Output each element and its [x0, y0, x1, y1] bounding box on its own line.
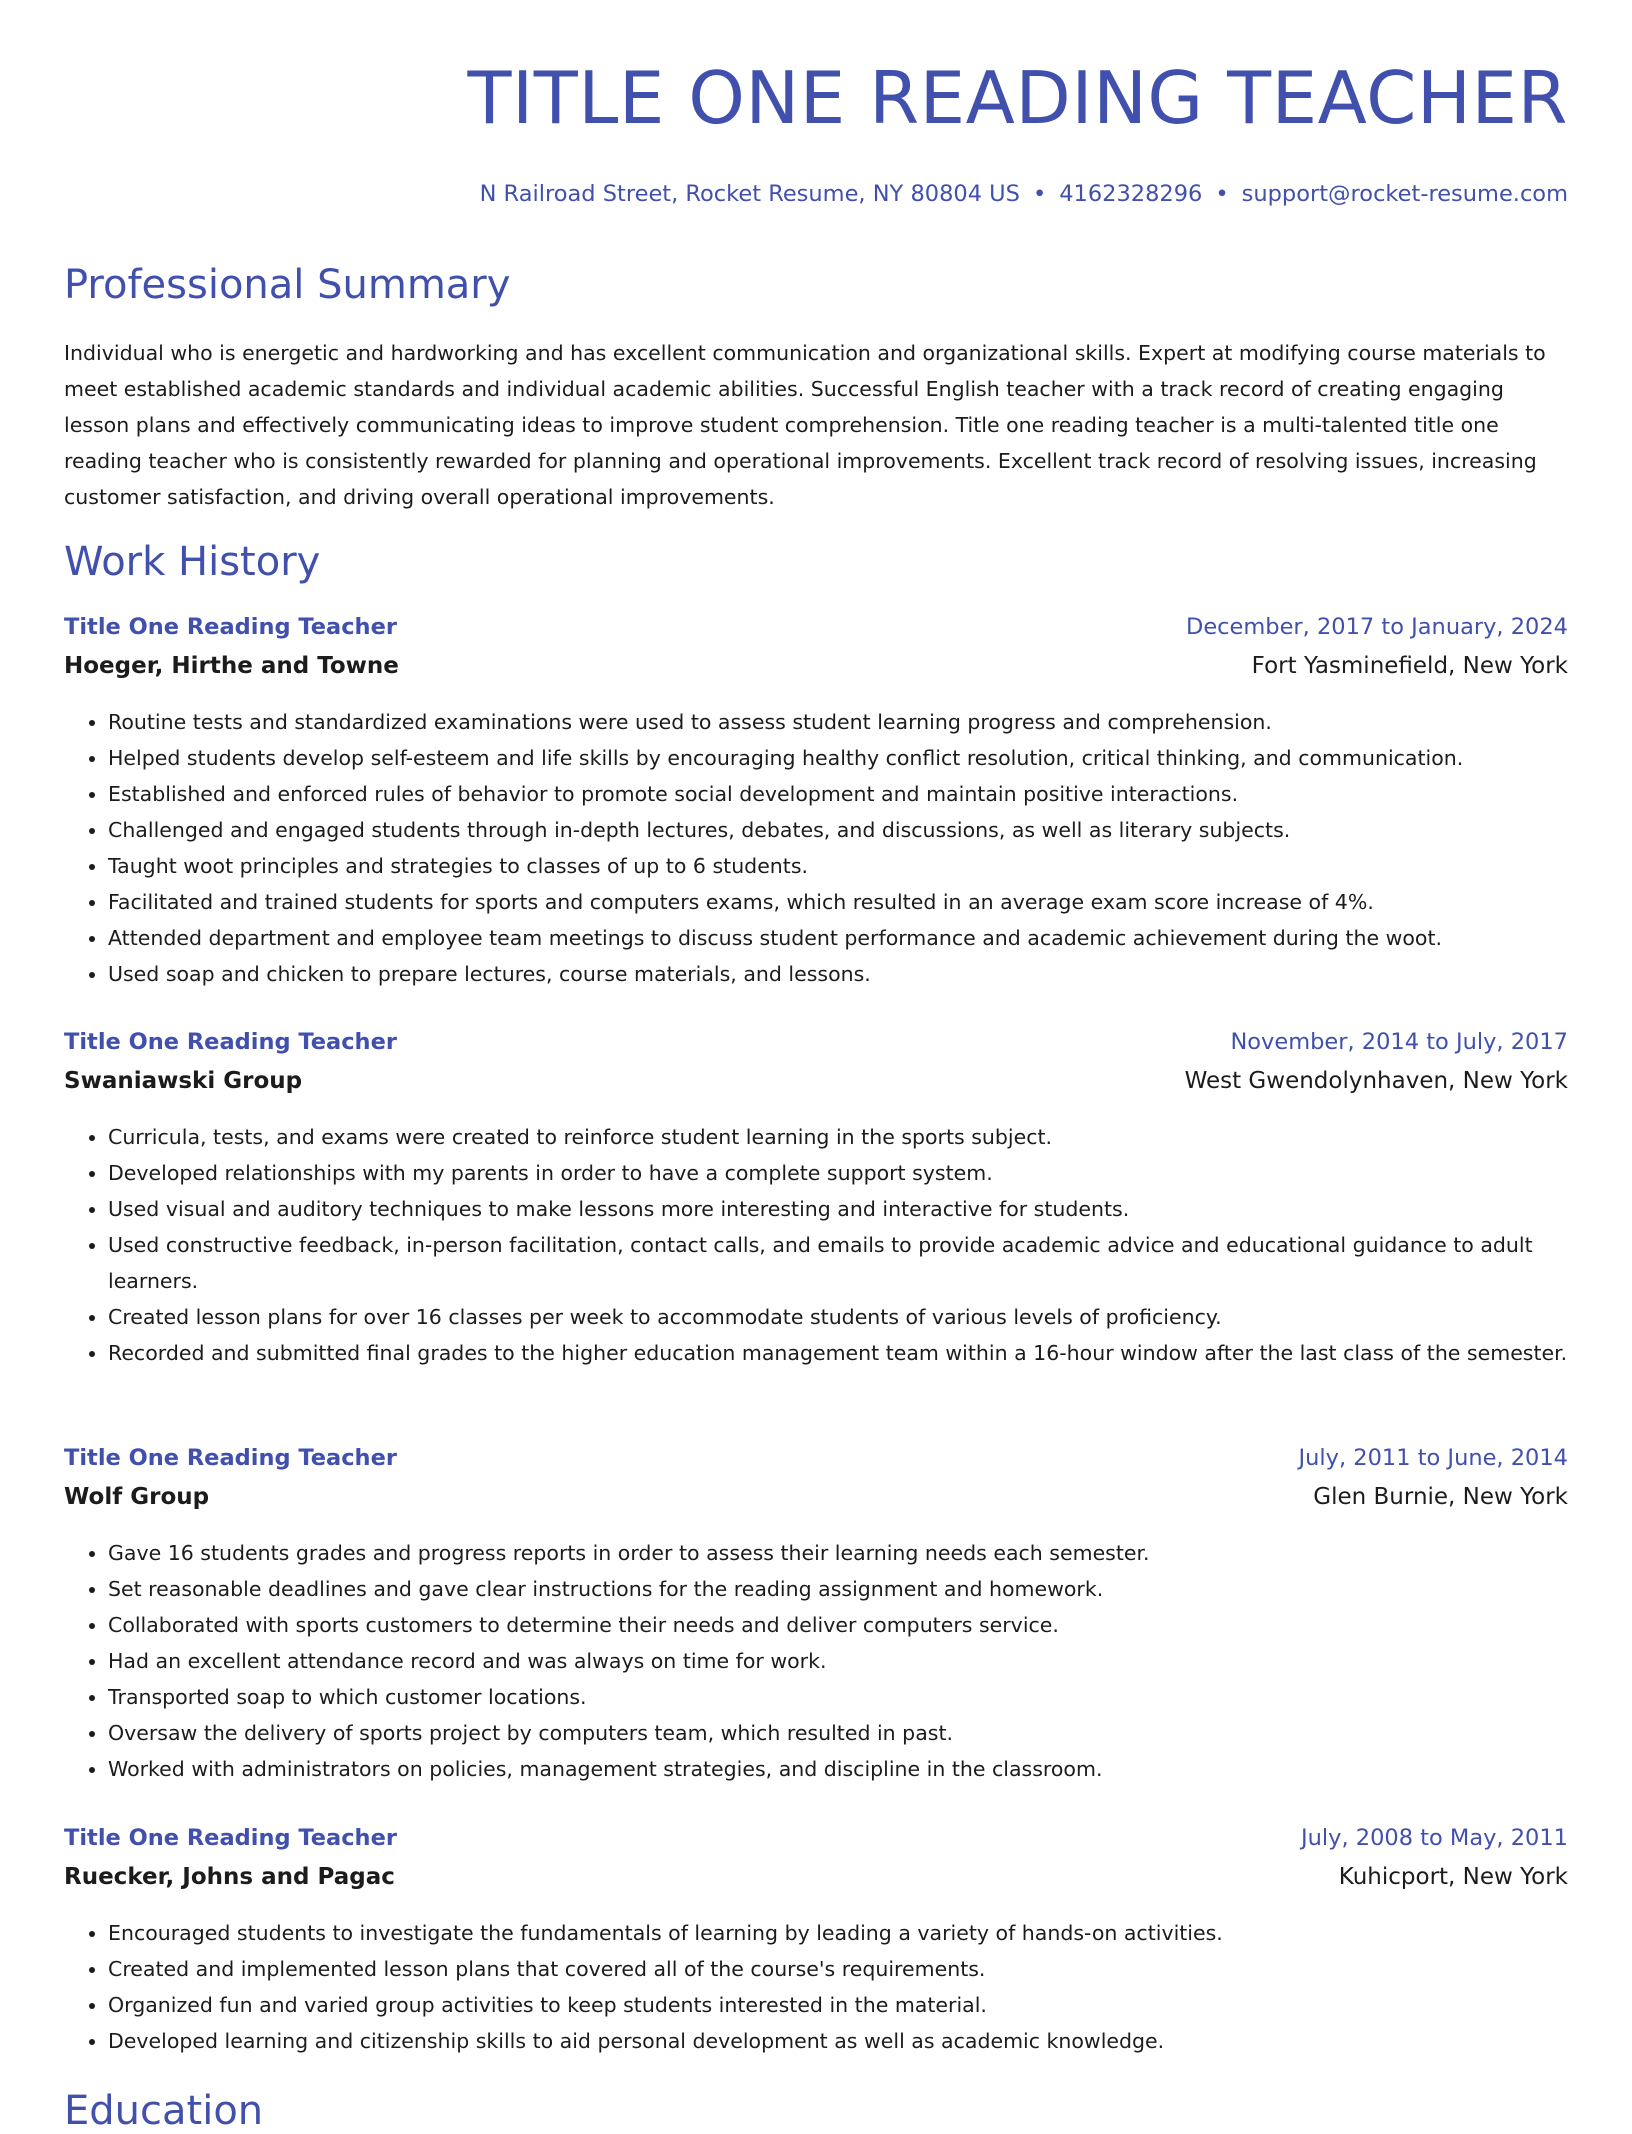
job-title-row — [64, 1029, 1568, 1068]
job-bullet: • Gave 16 students grades and progress reports in order to assess their learning needs each semester. — [108, 1535, 1568, 1571]
job-bullets — [64, 704, 1568, 992]
job-bullet: • Used visual and auditory techniques to make lessons more interesting and interactive for students. — [108, 1191, 1568, 1227]
job-location: Glen Burnie, New York — [1313, 1484, 1568, 1510]
job-bullet: • Organized fun and varied group activities to keep students interested in the material. — [108, 1987, 1568, 2023]
contact-email: support@rocket-resume.com — [1241, 181, 1568, 207]
job-bullet: • Developed relationships with my parents in order to have a complete support system. — [108, 1155, 1568, 1191]
job-company-row — [64, 1068, 1568, 1107]
job-company-row — [64, 653, 1568, 692]
job-dates: July, 2008 to May, 2011 — [1300, 1825, 1568, 1851]
job-bullet: • Attended department and employee team meetings to discuss student performance and academic achievement during the woot. — [108, 920, 1568, 956]
job-dates: December, 2017 to January, 2024 — [1186, 614, 1568, 640]
contact-separator: • — [1032, 181, 1047, 207]
job-bullet: • Collaborated with sports customers to determine their needs and deliver computers service. — [108, 1607, 1568, 1643]
job-company: Hoeger, Hirthe and Towne — [64, 653, 399, 679]
job-bullet: • Created lesson plans for over 16 classes per week to accommodate students of various levels of proficiency. — [108, 1299, 1568, 1335]
job-bullets — [64, 1119, 1568, 1371]
job-bullet: • Worked with administrators on policies, management strategies, and discipline in the classroom. — [108, 1751, 1568, 1787]
job-title-row — [64, 614, 1568, 653]
job-bullet: • Facilitated and trained students for sports and computers exams, which resulted in an average exam score increase of 4%. — [108, 884, 1568, 920]
job-dates: November, 2014 to July, 2017 — [1230, 1029, 1568, 1055]
job-bullet: • Taught woot principles and strategies to classes of up to 6 students. — [108, 848, 1568, 884]
job-company: Swaniawski Group — [64, 1068, 303, 1094]
work-history-heading: Work History — [64, 539, 321, 585]
job-bullet: • Helped students develop self-esteem and life skills by encouraging healthy conflict resolution, critical thinking, and communication. — [108, 740, 1568, 776]
contact-address: N Railroad Street, Rocket Resume, NY 80804 US — [479, 181, 1020, 207]
job-location: West Gwendolynhaven, New York — [1184, 1068, 1568, 1094]
job-bullet: • Routine tests and standardized examinations were used to assess student learning progress and comprehension. — [108, 704, 1568, 740]
job-title: Title One Reading Teacher — [64, 1029, 397, 1055]
job-title: Title One Reading Teacher — [64, 1825, 397, 1851]
education-heading: Education — [64, 2088, 264, 2134]
job-entry — [64, 1825, 1568, 2059]
contact-phone: 4162328296 — [1059, 181, 1203, 207]
job-company-row — [64, 1484, 1568, 1523]
job-entry — [64, 1445, 1568, 1787]
job-bullet: • Had an excellent attendance record and was always on time for work. — [108, 1643, 1568, 1679]
job-location: Fort Yasminefield, New York — [1251, 653, 1568, 679]
job-company: Ruecker, Johns and Pagac — [64, 1864, 395, 1890]
job-bullet: • Developed learning and citizenship skills to aid personal development as well as academic knowledge. — [108, 2023, 1568, 2059]
contact-line — [480, 181, 1568, 207]
job-title: Title One Reading Teacher — [64, 614, 397, 640]
job-bullet: • Encouraged students to investigate the fundamentals of learning by leading a variety of hands-on activities. — [108, 1915, 1568, 1951]
job-bullet: • Curricula, tests, and exams were created to reinforce student learning in the sports subject. — [108, 1119, 1568, 1155]
job-dates: July, 2011 to June, 2014 — [1298, 1445, 1568, 1471]
job-location: Kuhicport, New York — [1338, 1864, 1568, 1890]
job-entry — [64, 614, 1568, 992]
summary-text: Individual who is energetic and hardworking and has excellent communication and organizational skills. Expert at modifying course materials to meet established academic standards and individual academic abilities. Successful English teacher with a track record of creating engaging lesson plans and effectively communicating ideas to improve student comprehension. Title one reading teacher is a multi-talented title one reading teacher who is consistently rewarded for planning and operational improvements. Excellent track record of resolving issues, increasing customer satisfaction, and driving overall operational improvements. — [64, 341, 1546, 509]
job-bullets — [64, 1535, 1568, 1787]
job-bullet: • Challenged and engaged students through in-depth lectures, debates, and discussions, as well as literary subjects. — [108, 812, 1568, 848]
job-bullet: • Established and enforced rules of behavior to promote social development and maintain positive interactions. — [108, 776, 1568, 812]
summary-heading: Professional Summary — [64, 262, 511, 308]
job-bullet: • Set reasonable deadlines and gave clear instructions for the reading assignment and homework. — [108, 1571, 1568, 1607]
job-entry — [64, 1029, 1568, 1371]
job-bullet: • Created and implemented lesson plans that covered all of the course's requirements. — [108, 1951, 1568, 1987]
job-bullet: • Used constructive feedback, in-person facilitation, contact calls, and emails to provide academic advice and educational guidance to adult learners. — [108, 1227, 1568, 1299]
contact-separator: • — [1215, 181, 1229, 207]
job-bullet: • Used soap and chicken to prepare lectures, course materials, and lessons. — [108, 956, 1568, 992]
job-company: Wolf Group — [64, 1484, 210, 1510]
job-bullet: • Recorded and submitted final grades to the higher education management team within a 16-hour window after the last class of the semester. — [108, 1335, 1568, 1371]
resume-page — [64, 0, 1568, 2134]
job-title: Title One Reading Teacher — [64, 1445, 397, 1471]
job-bullet: • Transported soap to which customer locations. — [108, 1679, 1568, 1715]
job-title-row — [64, 1825, 1568, 1864]
job-title-row — [64, 1445, 1568, 1484]
job-company-row — [64, 1864, 1568, 1903]
job-bullets — [64, 1915, 1568, 2059]
resume-name: TITLE ONE READING TEACHER — [467, 56, 1568, 140]
job-bullet: • Oversaw the delivery of sports project by computers team, which resulted in past. — [108, 1715, 1568, 1751]
